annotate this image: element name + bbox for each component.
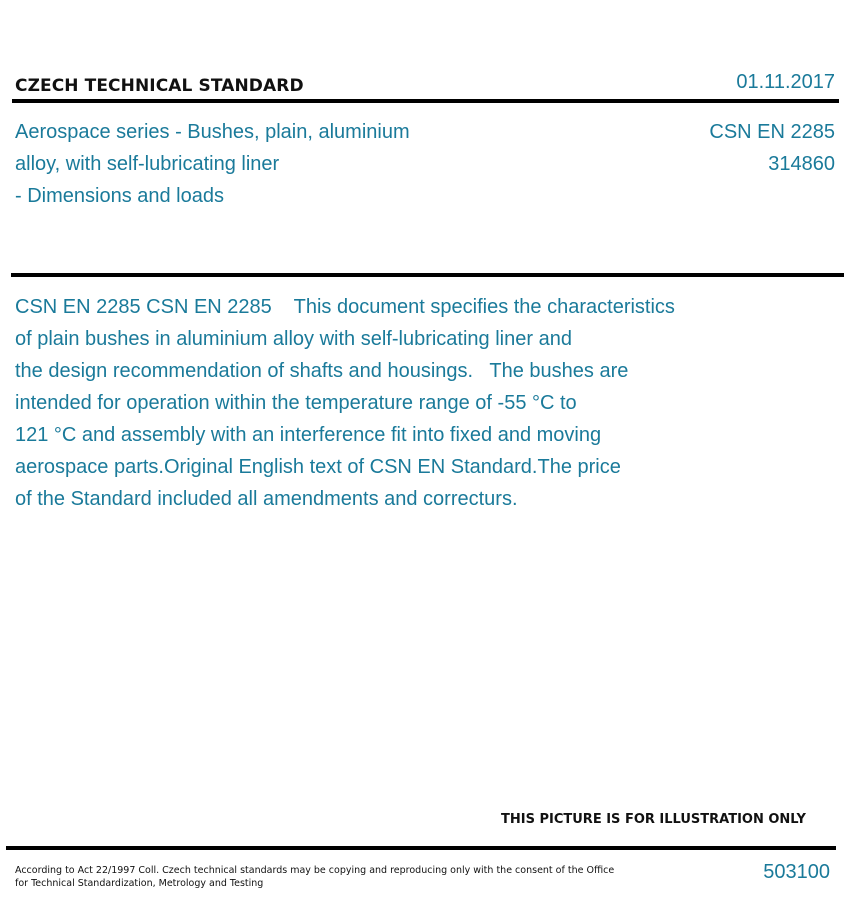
abstract-line: of plain bushes in aluminium alloy with self-lubricating liner and <box>15 328 572 350</box>
abstract-line: 121 °C and assembly with an interference fit into fixed and moving <box>15 424 602 446</box>
legal-line: According to Act 22/1997 Coll. Czech technical standards may be copying and reproducing only with the consent of the Office <box>15 865 615 876</box>
bottom-divider <box>6 846 836 850</box>
catalog-number: 314860 <box>768 153 835 175</box>
price-code: 503100 <box>763 861 830 883</box>
title-line: - Dimensions and loads <box>15 185 224 207</box>
title-line: Aerospace series - Bushes, plain, aluminium <box>15 121 410 143</box>
abstract-text <box>15 291 745 515</box>
standard-number: CSN EN 2285 <box>709 121 835 143</box>
abstract-line: intended for operation within the temperature range of -55 °C to <box>15 392 577 414</box>
abstract-line: aerospace parts.Original English text of CSN EN Standard.The price <box>15 456 621 478</box>
abstract-line: the design recommendation of shafts and housings. The bushes are <box>15 360 629 382</box>
title-line: alloy, with self-lubricating liner <box>15 153 280 175</box>
illustration-note: THIS PICTURE IS FOR ILLUSTRATION ONLY <box>501 812 806 827</box>
abstract-line: CSN EN 2285 CSN EN 2285 This document specifies the characteristics <box>15 296 675 318</box>
top-divider <box>12 99 839 103</box>
standard-identifiers <box>709 116 835 180</box>
standard-heading: CZECH TECHNICAL STANDARD <box>15 76 304 96</box>
legal-notice <box>15 864 614 890</box>
publication-date: 01.11.2017 <box>736 71 835 93</box>
legal-line: for Technical Standardization, Metrology and Testing <box>15 878 264 889</box>
abstract-line: of the Standard included all amendments and correcturs. <box>15 488 518 510</box>
standard-title <box>15 116 410 212</box>
middle-divider <box>11 273 844 277</box>
